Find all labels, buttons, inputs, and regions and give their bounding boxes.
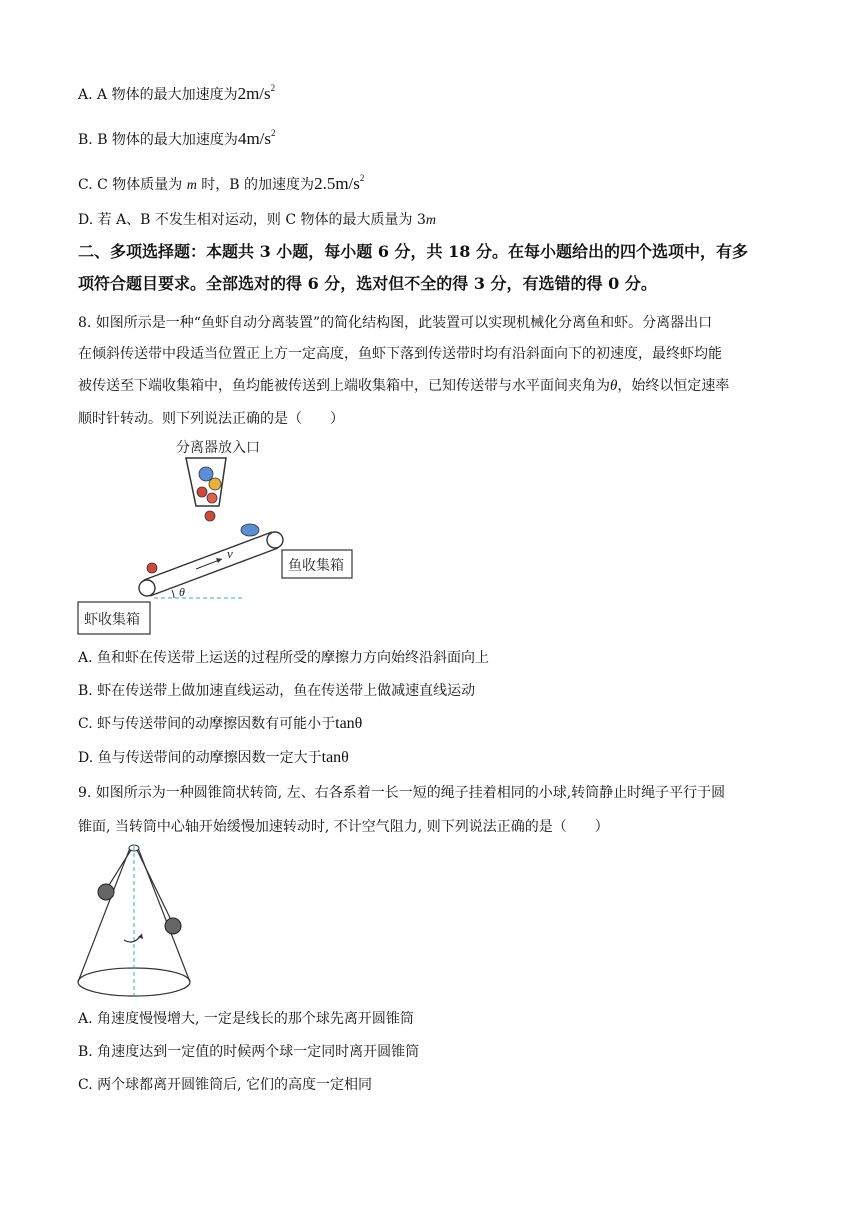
q7-option-c-exp: 2 bbox=[359, 173, 365, 183]
long-rope bbox=[106, 850, 131, 890]
q7-option-a-unit: 2m/s bbox=[237, 84, 271, 103]
q8-option-c bbox=[78, 714, 362, 734]
fish-icon bbox=[199, 467, 213, 481]
q7-option-a-exp: 2 bbox=[270, 83, 276, 93]
rotation-arrow-icon bbox=[124, 934, 142, 942]
q8-option-a: A. 鱼和虾在传送带上运送的过程所受的摩擦力方向始终沿斜面向上 bbox=[78, 650, 490, 666]
q7-option-a-value bbox=[238, 84, 276, 103]
q8-option-d-text: D. 鱼与传送带间的动摩擦因数一定大于 bbox=[78, 750, 322, 766]
q7-option-c-mass: m bbox=[186, 178, 197, 193]
q8-stem-line2: 在倾斜传送带中段适当位置正上方一定高度，鱼虾下落到传送带时均有沿斜面向下的初速度，最终虾均能 bbox=[78, 346, 722, 362]
short-rope bbox=[137, 850, 173, 924]
fish-icon bbox=[209, 478, 221, 490]
shrimp-icon bbox=[205, 511, 215, 521]
angle-label: θ bbox=[179, 585, 185, 599]
q7-option-c-text-pre: C. C 物体质量为 bbox=[78, 177, 187, 193]
q8-option-c-tan: tanθ bbox=[335, 715, 363, 732]
q8-inlet-label: 分离器放入口 bbox=[176, 440, 260, 456]
angle-arc bbox=[172, 590, 174, 598]
q7-option-a-text: A. A 物体的最大加速度为 bbox=[78, 87, 238, 103]
q7-option-b bbox=[78, 123, 276, 150]
q7-option-c bbox=[78, 168, 364, 196]
q9-cone-figure bbox=[72, 842, 198, 1002]
left-ball bbox=[98, 884, 114, 900]
q7-option-c-unit: 2.5m/s bbox=[314, 174, 360, 193]
right-ball bbox=[165, 918, 181, 934]
q8-stem-line1: 8. 如图所示是一种“鱼虾自动分离装置”的简化结构图，此装置可以实现机械化分离鱼和虾。分离器出口 bbox=[78, 315, 713, 331]
q7-option-b-unit: 4m/s bbox=[237, 129, 271, 148]
q7-option-b-value bbox=[238, 129, 276, 148]
fish-icon bbox=[241, 524, 259, 536]
q8-option-b: B. 虾在传送带上做加速直线运动，鱼在传送带上做减速直线运动 bbox=[78, 683, 476, 699]
velocity-label: v bbox=[227, 546, 233, 561]
q8-stem-line3-post: ，始终以恒定速率 bbox=[617, 378, 730, 394]
q8-figure bbox=[76, 434, 366, 640]
q8-stem-line3-pre: 被传送至下端收集箱中，鱼均能被传送到上端收集箱中，已知传送带与水平面间夹角为 bbox=[78, 378, 610, 394]
q7-option-d-text: D. 若 A、B 不发生相对运动，则 C 物体的最大质量为 3 bbox=[78, 212, 426, 228]
q7-option-c-text-post: 时，B 的加速度为 bbox=[196, 177, 315, 193]
q7-option-d-mass: m bbox=[425, 213, 437, 228]
q9-option-b: B. 角速度达到一定值的时候两个球一定同时离开圆锥筒 bbox=[78, 1044, 420, 1060]
q7-option-c-value bbox=[314, 174, 364, 193]
q7-option-b-exp: 2 bbox=[271, 128, 276, 138]
q8-stem-line3 bbox=[78, 376, 729, 396]
q8-option-c-text: C. 虾与传送带间的动摩擦因数有可能小于 bbox=[78, 716, 336, 732]
q8-stem-line4: 顺时针转动。则下列说法正确的是（ ） bbox=[78, 411, 344, 427]
section2-heading-line2: 项符合题目要求。全部选对的得 6 分，选对但不全的得 3 分，有选错的得 0 分。 bbox=[78, 274, 657, 293]
q9-stem-line2: 锥面, 当转筒中心轴开始缓慢加速转动时, 不计空气阻力, 则下列说法正确的是（ ） bbox=[78, 819, 609, 835]
fish-box-label: 鱼收集箱 bbox=[288, 558, 344, 574]
shrimp-icon bbox=[207, 493, 217, 503]
q7-option-d bbox=[78, 210, 436, 231]
q7-option-b-text: B. B 物体的最大加速度为 bbox=[78, 132, 238, 148]
conveyor-belt bbox=[139, 532, 283, 596]
shrimp-icon bbox=[197, 487, 207, 497]
q8-stem-theta: θ bbox=[610, 378, 618, 394]
shrimp-box-label: 虾收集箱 bbox=[84, 612, 140, 628]
q9-option-c: C. 两个球都离开圆锥筒后, 它们的高度一定相同 bbox=[78, 1077, 373, 1093]
shrimp-icon bbox=[147, 563, 157, 573]
q9-option-a: A. 角速度慢慢增大, 一定是线长的那个球先离开圆锥筒 bbox=[78, 1011, 414, 1027]
q8-option-d bbox=[78, 748, 349, 768]
section2-heading-line1: 二、多项选择题：本题共 3 小题，每小题 6 分，共 18 分。在每小题给出的四个选项中，有多 bbox=[78, 242, 748, 261]
q8-option-d-tan: tanθ bbox=[321, 749, 349, 766]
q9-stem-line1: 9. 如图所示为一种圆锥筒状转筒, 左、右各系着一长一短的绳子挂着相同的小球,转筒静止时绳子平行于圆 bbox=[78, 785, 726, 801]
q7-option-a bbox=[78, 78, 275, 105]
